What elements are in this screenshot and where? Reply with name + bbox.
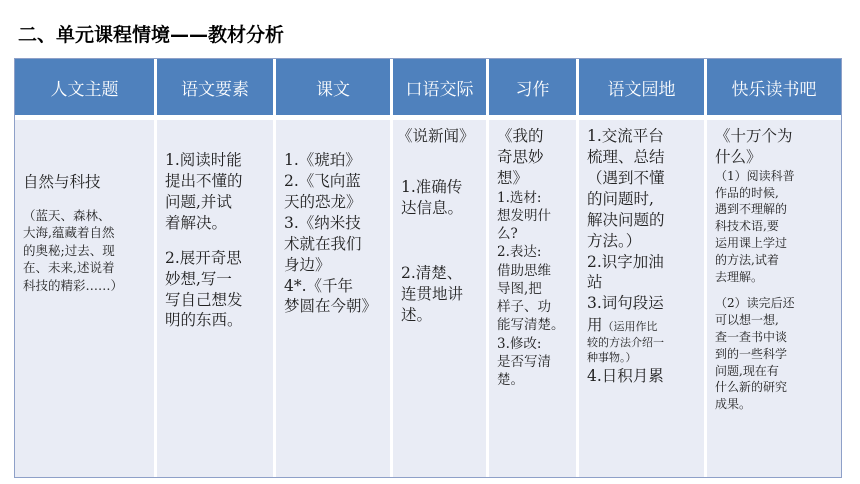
header-elements: 语文要素 [157, 59, 276, 120]
writing-title-line: 想》 [497, 168, 529, 187]
reading-note-line: 科技术语,要 [715, 219, 779, 234]
element-line: 妙想,写一 [165, 269, 232, 288]
textbook-analysis-table [14, 58, 842, 478]
reading-note-line: 作品的时候, [715, 185, 779, 200]
reading-note-line: 查一查书中谈 [715, 330, 788, 345]
garden-line: 的问题时, [587, 189, 654, 208]
garden-note-line: （运用作比 [602, 320, 658, 334]
oral-line: 1.准确传 [401, 177, 463, 196]
garden-line: 3.词句段运 [587, 294, 664, 313]
writing-detail-line: 1.选材: [497, 189, 542, 206]
writing-detail-line: 样子、功 [497, 299, 551, 316]
oral-line: 2.清楚、 [401, 263, 463, 282]
writing-detail-line: 3.修改: [497, 335, 542, 352]
reading-note-line: 到的一些科学 [715, 346, 788, 361]
element-line: 问题,并试 [165, 192, 232, 211]
header-reading: 快乐读书吧 [707, 59, 841, 120]
reading-note-line: 成果。 [715, 397, 752, 412]
garden-note-line: 种事物。） [587, 351, 637, 365]
garden-line: 用 [587, 316, 603, 335]
text-line: 梦圆在今朝》 [284, 297, 378, 316]
garden-line: 4.日积月累 [587, 366, 664, 385]
writing-detail-line: 借助思维 [497, 262, 551, 279]
garden-line: 2.识字加油 [587, 252, 664, 271]
text-line: 术就在我们 [284, 234, 362, 253]
header-texts: 课文 [276, 59, 393, 120]
reading-note-line: 问题,现在有 [715, 363, 779, 378]
garden-line: 方法。） [587, 231, 642, 250]
reading-note-line: 遇到不理解的 [715, 202, 788, 217]
table-header-row [15, 59, 841, 120]
reading-note-line: 可以想一想, [715, 313, 779, 328]
garden-line: 梳理、总结 [587, 147, 665, 166]
writing-detail-line: 是否写清 [497, 353, 551, 370]
cell-reading [707, 120, 841, 477]
oral-line: 述。 [401, 305, 433, 324]
text-line: 身边》 [284, 255, 331, 274]
oral-title: 《说新闻》 [397, 127, 475, 145]
page-heading: 二、单元课程情境——教材分析 [18, 24, 285, 46]
element-line: 1.阅读时能 [165, 151, 242, 169]
reading-note-line: （1）阅读科普 [715, 168, 795, 183]
header-writing: 习作 [489, 59, 579, 120]
cell-oral [393, 120, 489, 477]
writing-detail-line: 想发明什 [497, 207, 551, 224]
theme-desc-line: （蓝天、森林、 [23, 207, 111, 223]
writing-detail-line: 2.表达: [497, 244, 542, 261]
oral-line: 连贯地讲 [401, 284, 464, 303]
theme-desc-line: 大海,蕴藏着自然 [23, 225, 115, 241]
writing-title-line: 《我的 [497, 127, 544, 145]
cell-texts [276, 120, 393, 477]
garden-line: 1.交流平台 [587, 127, 664, 145]
writing-detail-line: 导图,把 [497, 280, 542, 297]
garden-line: （遇到不懂 [587, 168, 665, 187]
reading-title-line: 什么》 [715, 147, 762, 166]
reading-title-line: 《十万个为 [715, 127, 793, 145]
element-line: 2.展开奇思 [165, 248, 242, 267]
reading-note-line: （2）读完后还 [715, 296, 795, 311]
header-theme: 人文主题 [15, 59, 157, 120]
text-line: 2.《飞向蓝 [284, 171, 361, 190]
element-line: 提出不懂的 [165, 171, 243, 190]
writing-detail-line: 楚。 [497, 371, 524, 388]
text-line: 天的恐龙》 [284, 192, 362, 211]
cell-theme [15, 120, 157, 477]
reading-note-line: 运用课上学过 [715, 236, 788, 251]
reading-note-line: 什么新的研究 [715, 380, 788, 395]
garden-line: 解决问题的 [587, 210, 665, 229]
cell-elements [157, 120, 276, 477]
writing-detail-line: 能写清楚。 [497, 317, 565, 334]
reading-note-line: 去理解。 [715, 269, 764, 284]
text-line: 1.《琥珀》 [284, 151, 361, 169]
cell-writing [489, 120, 579, 477]
garden-note-line: 较的方法介绍一 [587, 336, 664, 350]
garden-line: 站 [587, 273, 603, 292]
table-body-row [15, 120, 841, 477]
cell-garden [579, 120, 707, 477]
writing-title-line: 奇思妙 [497, 147, 544, 166]
theme-title: 自然与科技 [23, 173, 101, 191]
header-oral: 口语交际 [393, 59, 489, 120]
theme-desc-line: 在、未来,述说着 [23, 260, 115, 276]
theme-desc-line: 的奥秘;过去、现 [23, 242, 115, 258]
header-garden: 语文园地 [579, 59, 707, 120]
theme-desc-line: 科技的精彩……） [23, 277, 124, 293]
text-line: 3.《纳米技 [284, 213, 361, 232]
element-line: 着解决。 [165, 213, 228, 232]
element-line: 写自己想发 [165, 290, 243, 309]
oral-line: 达信息。 [401, 198, 464, 217]
text-line: 4*.《千年 [284, 276, 354, 295]
reading-note-line: 的方法,试着 [715, 252, 779, 267]
writing-detail-line: 么? [497, 226, 518, 243]
element-line: 明的东西。 [165, 311, 243, 330]
